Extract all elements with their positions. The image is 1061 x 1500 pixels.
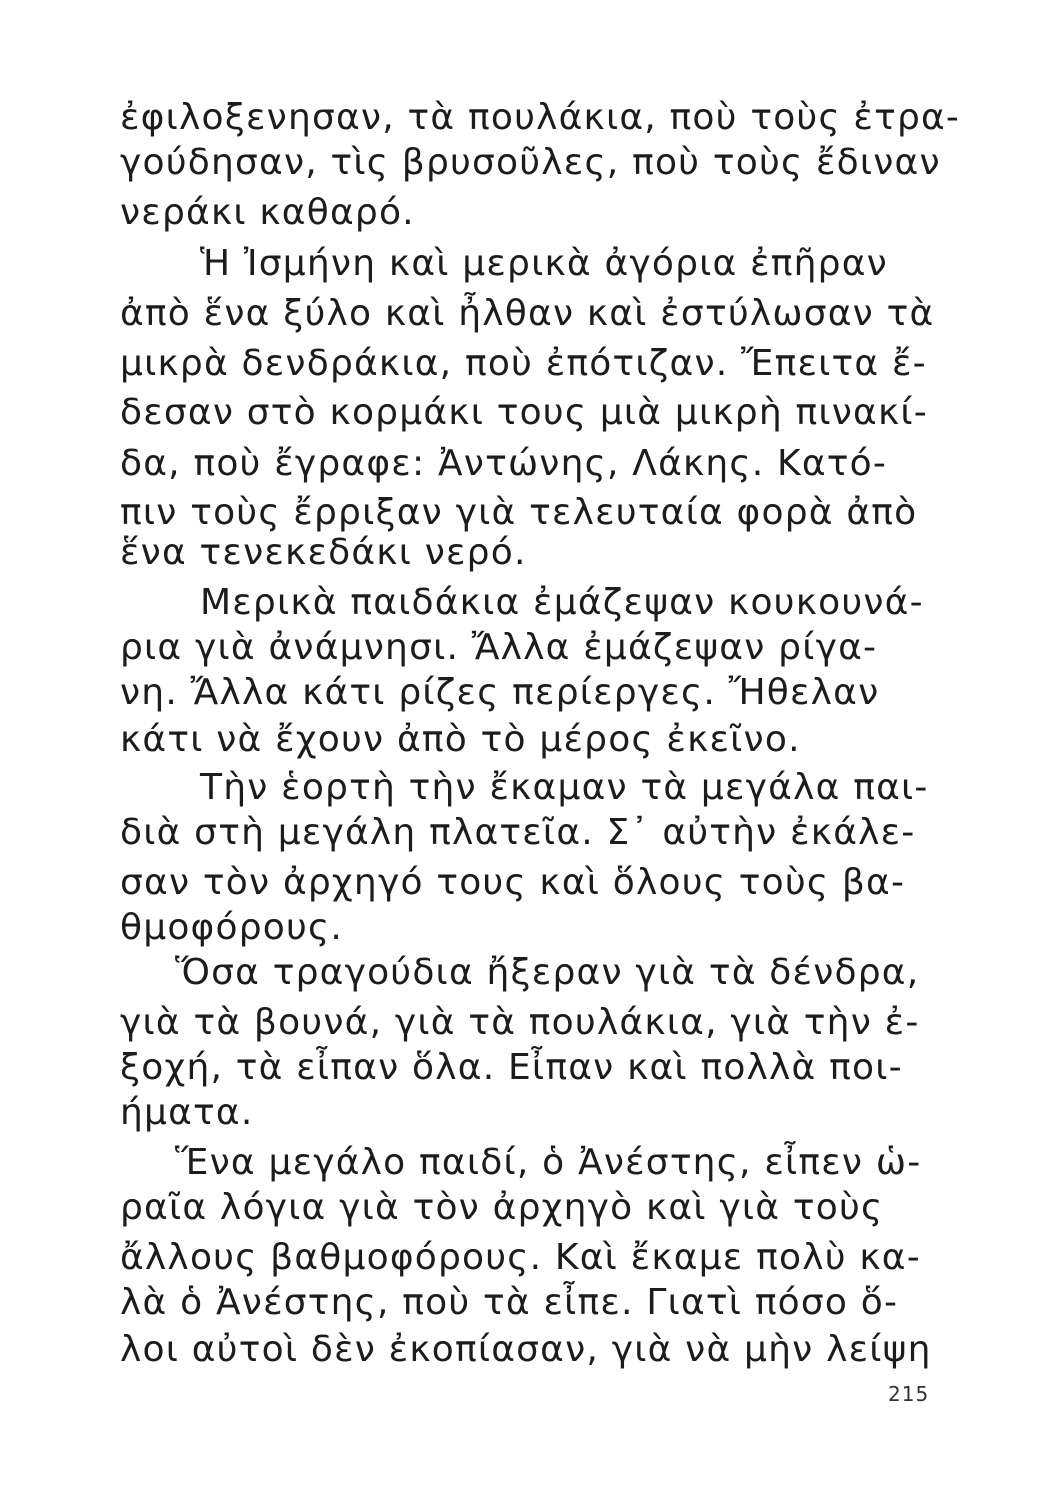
text-line: νεράκι καθαρό. [120, 192, 415, 233]
text-line: Ὅσα τραγούδια ἤξεραν γιὰ τὰ δένδρα, [175, 952, 920, 993]
text-line: ξοχή, τὰ εἶπαν ὅλα. Εἶπαν καὶ πολλὰ ποι- [120, 1047, 903, 1088]
text-line: μικρὰ δενδράκια, ποὺ ἐπότιζαν. Ἔπειτα ἔ- [120, 343, 927, 384]
text-line: ραῖα λόγια γιὰ τὸν ἀρχηγὸ καὶ γιὰ τοὺς [120, 1187, 884, 1228]
text-line: ἕνα τενεκεδάκι νερό. [120, 532, 527, 573]
text-line: νη. Ἄλλα κάτι ρίζες περίεργες. Ἤθελαν [120, 672, 880, 713]
text-line: Τὴν ἑορτὴ τὴν ἔκαμαν τὰ μεγάλα παι- [200, 767, 929, 808]
text-line: διὰ στὴ μεγάλη πλατεῖα. Σ᾽ αὐτὴν ἐκάλε- [120, 812, 916, 853]
text-line: δεσαν στὸ κορμάκι τους μιὰ μικρὴ πινακί- [120, 392, 928, 433]
page-number: 215 [888, 1382, 930, 1406]
text-line: δα, ποὺ ἔγραφε: Ἀντώνης, Λάκης. Κατό- [120, 443, 888, 484]
text-line: ήματα. [120, 1092, 254, 1133]
text-line: ἄλλους βαθμοφόρους. Καὶ ἔκαμε πολὺ κα- [120, 1237, 921, 1278]
text-line: Ἡ Ἰσμήνη καὶ μερικὰ ἀγόρια ἐπῆραν [200, 243, 888, 284]
text-line: κάτι νὰ ἔχουν ἀπὸ τὸ μέρος ἐκεῖνο. [120, 719, 801, 760]
text-line: σαν τὸν ἀρχηγό τους καὶ ὅλους τοὺς βα- [120, 862, 906, 903]
text-line: γούδησαν, τὶς βρυσοῦλες, ποὺ τοὺς ἔδιναν [120, 142, 941, 183]
text-line: γιὰ τὰ βουνά, γιὰ τὰ πουλάκια, γιὰ τὴν ἐ- [120, 1002, 920, 1043]
text-line: ρια γιὰ ἀνάμνησι. Ἄλλα ἐμάζεψαν ρίγα- [120, 627, 878, 668]
text-line: Μερικὰ παιδάκια ἐμάζεψαν κουκουνά- [200, 582, 924, 623]
text-line: πιν τοὺς ἔρριξαν γιὰ τελευταία φορὰ ἀπὸ [120, 492, 918, 533]
text-line: λοι αὐτοὶ δὲν ἐκοπίασαν, γιὰ νὰ μὴν λείψη [120, 1329, 932, 1370]
text-line: θμοφόρους. [120, 907, 344, 948]
text-line: ἐφιλοξενησαν, τὰ πουλάκια, ποὺ τοὺς ἐτρα- [120, 97, 961, 138]
text-line: ἀπὸ ἕνα ξύλο καὶ ἦλθαν καὶ ἐστύλωσαν τὰ [120, 293, 935, 334]
text-line: λὰ ὁ Ἀνέστης, ποὺ τὰ εἶπε. Γιατὶ πόσο ὅ- [120, 1282, 899, 1323]
text-line: Ἕνα μεγάλο παιδί, ὁ Ἀνέστης, εἶπεν ὡ- [175, 1142, 922, 1183]
